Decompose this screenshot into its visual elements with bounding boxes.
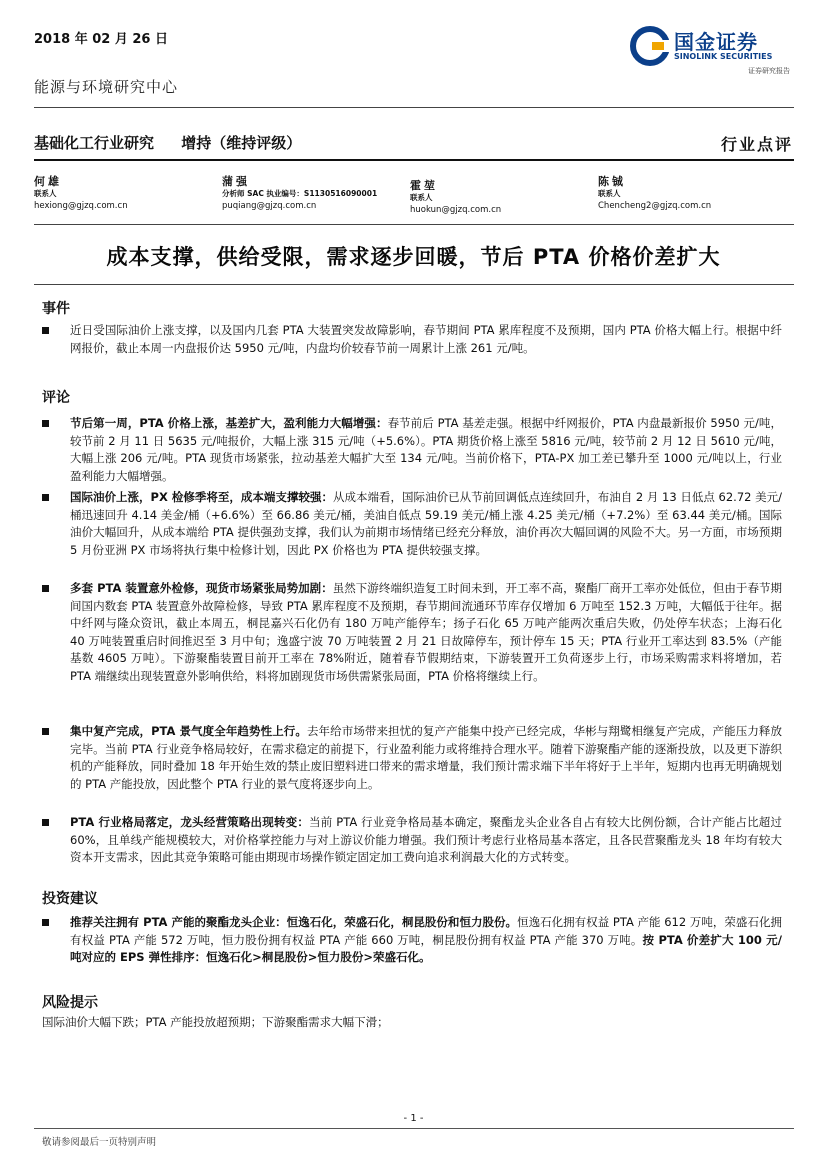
research-center: 能源与环境研究中心 xyxy=(34,78,179,96)
report-headline: 成本支撑，供给受限，需求逐步回暖，节后 PTA 价格价差扩大 xyxy=(106,245,721,269)
section-title-risk: 风险提示 xyxy=(42,995,98,1011)
bullet-icon xyxy=(42,819,49,826)
section-title-event: 事件 xyxy=(42,301,70,317)
event-text: 近日受国际油价上涨支撑，以及国内几套 PTA 大装置突发故障影响，春节期间 PTA 累库程度不及预期，国内 PTA 价格大幅上行。根据中纤网报价，截止本周一内盘报价达 5950 元/吨，内盘均价较春节前一周累计上涨 261 元/吨。 xyxy=(70,323,782,355)
analyst-role: 联系人 xyxy=(598,189,621,198)
industry-title xyxy=(34,132,323,153)
invest-ranking: 按 PTA 价差扩大 100 元/吨对应的 EPS 弹性排序：恒逸石化>桐昆股份>恒力股份>荣盛石化。 xyxy=(70,932,783,965)
disclaimer-note[interactable]: 敬请参阅最后一页特别声明 xyxy=(42,1137,157,1148)
bullet-icon xyxy=(42,420,49,427)
analyst-card xyxy=(410,180,501,216)
header-divider xyxy=(34,107,794,108)
invest-lead: 推荐关注拥有 PTA 产能的聚酯龙头企业：恒逸石化，荣盛石化，桐昆股份和恒力股份。 xyxy=(70,915,518,929)
comment-lead: 国际油价上涨，PX 检修季将至，成本端支撑较强： xyxy=(70,490,333,504)
title-divider xyxy=(34,159,794,161)
bullet-icon xyxy=(42,728,49,735)
section-title-comment: 评论 xyxy=(42,390,70,406)
logo-mark-icon xyxy=(630,26,670,66)
comment-text: 当前 PTA 行业竞争格局基本确定，聚酯龙头企业各自占有较大比例份额，合计产能占比超过 60%，且单线产能规模较大，对价格掌控能力与对上游议价能力增强。我们预计考虑行业格局基本落定，且各民营聚酯龙头 18 年均有较大资本开支需求，因此其竞争策略可能由期现市场操作锁定固定加工费向追求利润最大化的方式转变。 xyxy=(70,815,782,865)
analyst-email[interactable]: hexiong@gjzq.com.cn xyxy=(34,201,128,211)
logo-chinese-name: 国金证券 xyxy=(674,30,758,54)
analyst-role: 联系人 xyxy=(410,193,433,202)
comment-item xyxy=(42,489,782,559)
comment-lead: 集中复产完成，PTA 景气度全年趋势性上行。 xyxy=(70,724,307,738)
analyst-name: 蒲强 xyxy=(222,175,250,188)
comment-item xyxy=(42,814,782,867)
comment-text: 从成本端看，国际油价已从节前回调低点连续回升，布油自 2 月 13 日低点 62.72 美元/桶迅速回升 4.14 美金/桶（+6.6%）至 66.86 美元/桶，美油自低点 59.19 美元/桶上涨 4.25 美元/桶（+7.2%）至 63.44 美元/桶。国际油价大幅回升，从成本端给 PTA 提供强劲支撑，我们认为前期市场情绪已经充分释放，油价再次大幅回调的风险不大。另一方面，市场预期 5 月份亚洲 PX 市场将执行集中检修计划，因此 PX 价格也为 PTA 提供较强支撑。 xyxy=(70,490,783,557)
invest-paragraph xyxy=(42,914,782,967)
comment-text: 虽然下游终端织造复工时间未到，开工率不高，聚酯厂商开工率亦处低位，但由于春节期间国内数套 PTA 装置意外故障检修，导致 PTA 累库程度不及预期，春节期间流通环节库存仅增加 6 万吨至 152.3 万吨，大幅低于往年。据中纤网与隆众资讯，截止本周五，桐昆嘉兴石化仍有 180 万吨产能停车；扬子石化 65 万吨产能两次重启失败，仍处停车状态；上海石化 40 万吨装置重启时间推迟至 3 月中旬；逸盛宁波 70 万吨装置 2 月 21 日故障停车，预计停车 15 天；PTA 行业开工率达到 83.5%（产能基数 4605 万吨）。下游聚酯装置目前开工率在 78%附近，随着春节假期结束，下游装置开工负荷逐步上行，市场采购需求料将增加，若 PTA 端继续出现装置意外影响供给，料将加剧现货市场供需紧张局面，PTA 价格将继续上行。 xyxy=(70,581,782,683)
industry-name: 基础化工行业研究 xyxy=(34,134,155,152)
page-number: - 1 - xyxy=(403,1113,424,1124)
analyst-role: 分析师 SAC 执业编号：S1130516090001 xyxy=(222,189,378,198)
analyst-divider xyxy=(34,224,794,225)
comment-item xyxy=(42,580,782,686)
analyst-email[interactable]: puqiang@gjzq.com.cn xyxy=(222,201,317,211)
analyst-name: 陈铖 xyxy=(598,175,626,188)
analyst-name: 何雄 xyxy=(34,175,62,188)
headline-divider xyxy=(34,284,794,285)
bullet-icon xyxy=(42,327,49,334)
event-paragraph xyxy=(42,322,782,357)
analyst-card xyxy=(222,176,377,212)
analyst-role: 联系人 xyxy=(34,189,57,198)
analyst-card xyxy=(598,176,711,212)
bullet-icon xyxy=(42,919,49,926)
risk-text: 国际油价大幅下跌；PTA 产能投放超预期；下游聚酯需求大幅下滑； xyxy=(42,1015,389,1029)
bullet-icon xyxy=(42,494,49,501)
analyst-name: 霍堃 xyxy=(410,179,438,192)
footer-divider xyxy=(34,1128,794,1129)
bullet-icon xyxy=(42,585,49,592)
comment-lead: PTA 行业格局落定，龙头经营策略出现转变： xyxy=(70,815,310,829)
comment-item xyxy=(42,723,782,793)
logo-subtitle: 证券研究报告 xyxy=(748,67,790,75)
analyst-email[interactable]: huokun@gjzq.com.cn xyxy=(410,205,502,215)
analyst-card xyxy=(34,176,128,212)
comment-item xyxy=(42,415,782,485)
logo-english-name: SINOLINK SECURITIES xyxy=(674,52,773,61)
comment-text: 去年给市场带来担忧的复产产能集中投产已经完成，华彬与翔鹭相继复产完成，产能压力释放完毕。当前 PTA 行业竞争格局较好，在需求稳定的前提下，行业盈利能力或将维持合理水平。随着下游聚酯产能的逐渐投放，以及更下游织机的产能释放，同时叠加 18 年开始生效的禁止废旧塑料进口带来的需求增量，我们预计需求端下半年将好于上半年，短期内也再无明确规划的 PTA 产能投放，因此整个 PTA 行业的景气度将逐步向上。 xyxy=(70,724,782,791)
invest-text: 恒逸石化拥有权益 PTA 产能 612 万吨，荣盛石化拥有权益 PTA 产能 572 万吨，恒力股份拥有权益 PTA 产能 660 万吨，桐昆股份拥有权益 PTA 产能 370 万吨。 xyxy=(70,915,782,947)
comment-lead: 多套 PTA 装置意外检修，现货市场紧张局势加剧： xyxy=(70,581,333,595)
rating: 增持（维持评级） xyxy=(181,134,302,152)
comment-lead: 节后第一周，PTA 价格上涨，基差扩大，盈利能力大幅增强： xyxy=(70,416,388,430)
analyst-email[interactable]: Chencheng2@gjzq.com.cn xyxy=(598,201,712,211)
report-date: 2018 年 02 月 26 日 xyxy=(34,32,168,47)
section-title-invest: 投资建议 xyxy=(42,891,98,907)
report-type: 行业点评 xyxy=(720,135,793,154)
comment-text: 春节前后 PTA 基差走强。根据中纤网报价，PTA 内盘最新报价 5950 元/吨，较节前 2 月 11 日 5635 元/吨报价，大幅上涨 315 元/吨（+5.6%）。PTA 期货价格上涨至 5816 元/吨，较节前 2 月 12 日 5610 元/吨，大幅上涨 206 元/吨。PTA 现货市场紧张，拉动基差大幅扩大至 134 元/吨。当前价格下，PTA-PX 加工差已攀升至 1000 元/吨以上，行业盈利能力大幅增强。 xyxy=(70,416,782,483)
